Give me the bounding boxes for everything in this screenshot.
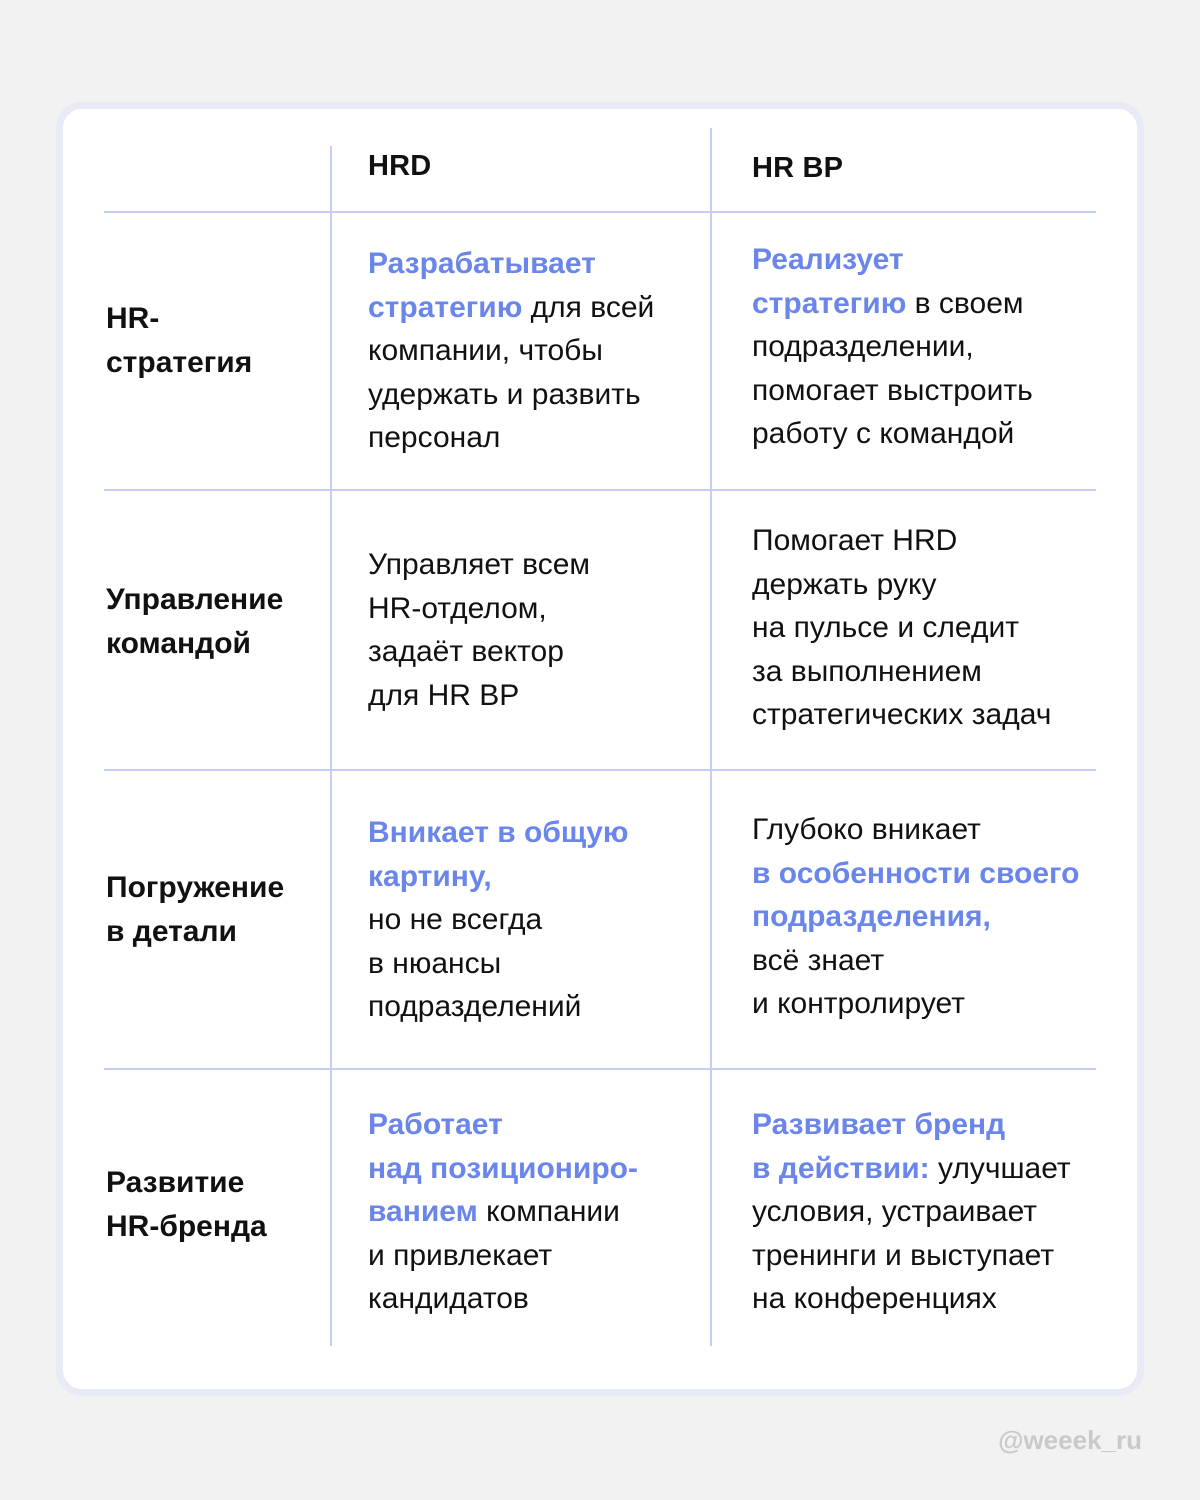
cell-hrd-team-management — [368, 543, 590, 717]
cell-text: Глубоко вникает — [752, 813, 981, 846]
highlight-text: Вникает в общую картину, — [368, 816, 629, 893]
grid-divider-vertical-1 — [330, 146, 332, 1346]
cell-text: компании и привлекает кандидатов — [368, 1195, 620, 1315]
cell-hrd-details — [368, 811, 629, 1029]
cell-text: улучшает условия, устраивает тренинги и выступает на конференциях — [752, 1151, 1071, 1315]
grid-divider-horizontal-3 — [104, 769, 1096, 771]
row-label-hr-brand: Развитие HR-бренда — [106, 1166, 267, 1243]
row-label-hr-strategy: HR- стратегия — [106, 302, 253, 379]
cell-hrbp-details — [752, 808, 1079, 1026]
cell-hrd-hr-brand — [368, 1103, 638, 1321]
cell-hrbp-hr-brand — [752, 1103, 1071, 1321]
cell-text: для всей компании, чтобы удержать и развить персонал — [368, 290, 655, 454]
row-label-details: Погружение в детали — [106, 871, 285, 948]
cell-text: в своем подразделении, помогает выстроить работу с командой — [752, 286, 1033, 450]
highlight-text: Реализует стратегию — [752, 243, 907, 320]
column-header-hrd: HRD — [368, 150, 432, 182]
highlight-text: Разрабатывает стратегию — [368, 247, 596, 324]
account-handle: @weeek_ru — [998, 1425, 1142, 1455]
cell-hrd-hr-strategy — [368, 242, 654, 460]
highlight-text: Развивает бренд в действии: — [752, 1108, 1006, 1185]
cell-text: всё знает и контролирует — [752, 943, 965, 1020]
cell-text: но не всегда в нюансы подразделений — [368, 903, 582, 1023]
grid-divider-horizontal-1 — [104, 211, 1096, 213]
cell-hrbp-hr-strategy — [752, 238, 1033, 456]
highlight-text: в особенности своего подразделения, — [752, 856, 1080, 933]
row-label-team-management: Управление командой — [106, 583, 284, 660]
grid-divider-vertical-2 — [710, 128, 712, 1346]
highlight-text: Работает над позициониро- ванием — [368, 1108, 638, 1228]
grid-divider-horizontal-4 — [104, 1068, 1096, 1070]
column-header-hrbp: HR BP — [752, 152, 844, 184]
cell-hrbp-team-management — [752, 519, 1051, 737]
cell-text: Помогает HRD держать руку на пульсе и следит за выполнением стратегических задач — [752, 524, 1052, 731]
grid-divider-horizontal-2 — [104, 489, 1096, 491]
cell-text: Управляет всем HR-отделом, задаёт вектор для HR BP — [368, 548, 590, 712]
